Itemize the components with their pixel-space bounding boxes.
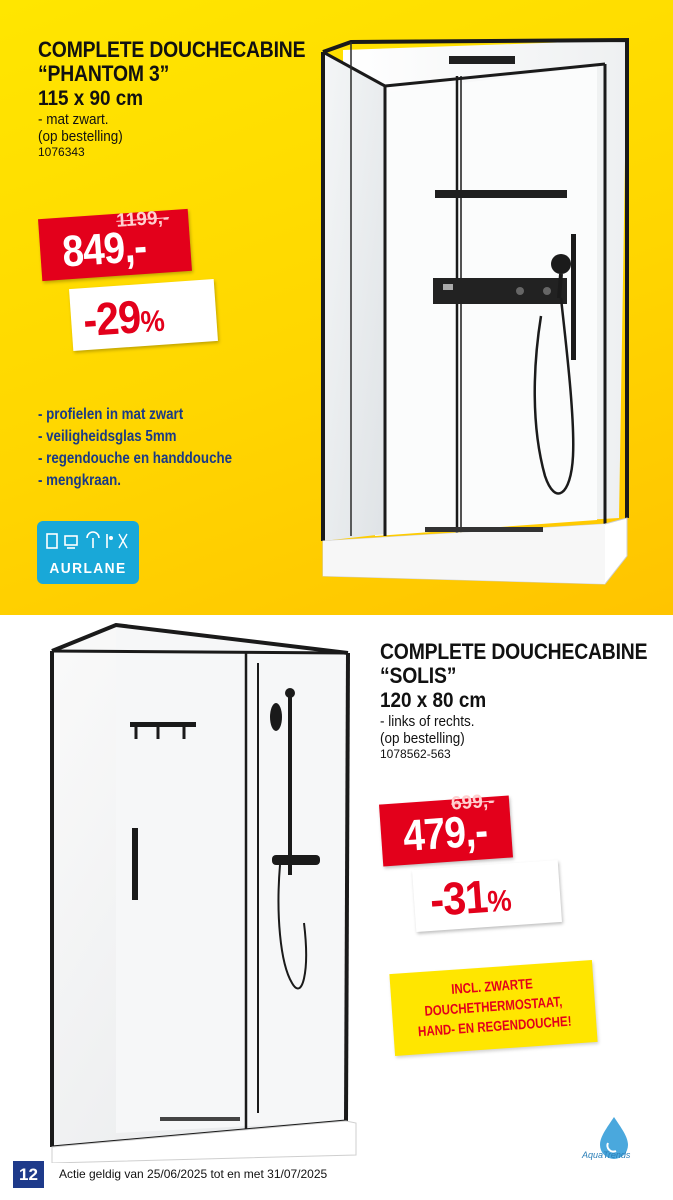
product-title: COMPLETE DOUCHECABINE [380, 639, 648, 664]
product-detail-side: - links of rechts. [380, 713, 475, 730]
banner-line: HAND- EN REGENDOUCHE! [417, 1012, 572, 1040]
phantom-shower-image [315, 36, 637, 588]
feature-item: - regendouche en handdouche [38, 450, 233, 467]
feature-item: - mengkraan. [38, 472, 121, 489]
product-detail-order: (op bestelling) [38, 128, 123, 145]
product-section-solis [0, 615, 673, 1200]
solis-info [380, 640, 673, 761]
discount-value: -29% [81, 290, 165, 347]
new-price: 479,- [401, 806, 489, 861]
banner-line: INCL. ZWARTE [450, 975, 534, 997]
product-title: COMPLETE DOUCHECABINE [38, 37, 306, 62]
phantom-info [38, 38, 342, 159]
price-tag [379, 790, 513, 867]
bathroom-icons [45, 530, 131, 552]
new-price: 849,- [60, 221, 148, 277]
aquatrends-brand-text: AquaTrends [582, 1150, 631, 1160]
product-model: “PHANTOM 3” [38, 61, 170, 86]
solis-shower-image [40, 623, 362, 1163]
discount-tag [412, 860, 562, 932]
product-dimensions: 115 x 90 cm [38, 87, 144, 110]
brand-logo-aurlane [37, 521, 139, 584]
feature-item: - veiligheidsglas 5mm [38, 428, 177, 445]
banner-line: DOUCHETHERMOSTAAT, [423, 993, 563, 1019]
price-tag [38, 209, 192, 281]
article-number: 1076343 [38, 145, 85, 159]
product-detail-order: (op bestelling) [380, 730, 465, 747]
validity-notice: Actie geldig van 25/06/2025 tot en met 31/07/2025 [59, 1167, 328, 1181]
old-price: 699,- [450, 790, 496, 815]
brand-name: AURLANE [49, 560, 127, 577]
included-items-banner [389, 960, 597, 1056]
article-number: 1078562-563 [380, 747, 451, 761]
discount-value: -31% [428, 870, 512, 926]
feature-list [38, 404, 264, 492]
product-detail-color: - mat zwart. [38, 111, 109, 128]
product-model: “SOLIS” [380, 663, 457, 688]
feature-item: - profielen in mat zwart [38, 406, 184, 423]
old-price: 1199,- [115, 207, 170, 232]
product-dimensions: 120 x 80 cm [380, 689, 487, 712]
page-number: 12 [13, 1161, 44, 1188]
discount-tag [69, 279, 218, 351]
